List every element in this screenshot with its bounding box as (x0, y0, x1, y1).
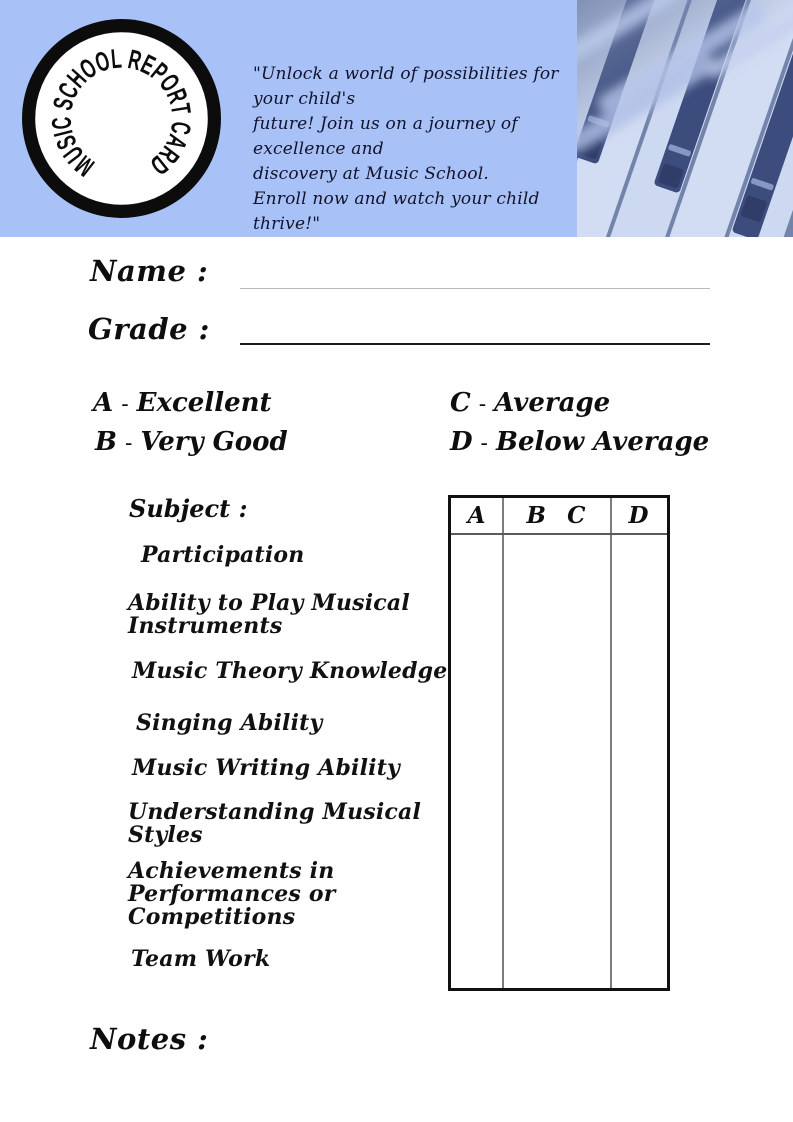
notes-area[interactable] (90, 1065, 710, 1115)
quote-line: future! Join us on a journey of excellence and (253, 114, 518, 159)
banner (0, 0, 793, 237)
grade-key-desc: Very Good (140, 427, 288, 457)
subject-header: Subject : (129, 494, 248, 523)
grade-key-letter: D (450, 427, 473, 457)
grade-key-letter: A (93, 388, 114, 418)
subject-singing: Singing Ability (136, 710, 323, 736)
column-header-b: B (526, 502, 546, 529)
grade-key-letter: B (95, 427, 117, 457)
grade-key-b (95, 427, 288, 457)
grade-key-separator: - (480, 431, 488, 456)
subject-instruments: Ability to Play Musical Instruments (128, 590, 410, 639)
grade-key-a (93, 388, 272, 418)
grade-mark-column-d[interactable] (612, 535, 667, 988)
promo-quote (253, 62, 583, 237)
subject-participation: Participation (141, 542, 305, 568)
grade-key-desc: Average (494, 388, 611, 418)
name-label: Name : (90, 254, 209, 288)
grade-input-line[interactable] (240, 343, 710, 345)
piano-keys-image (577, 0, 793, 237)
grade-mark-column-bc[interactable] (504, 535, 610, 988)
grade-key-separator: - (124, 431, 133, 456)
grade-key-desc: Below Average (495, 427, 710, 457)
grade-label: Grade : (88, 312, 210, 346)
name-input-line[interactable] (240, 288, 710, 289)
column-header-d: D (628, 502, 649, 529)
logo-circular-text: MUSIC SCHOOL REPORT CARD (44, 42, 199, 187)
subject-teamwork: Team Work (131, 946, 271, 972)
grade-key-desc: Excellent (136, 388, 272, 418)
grade-key-separator: - (478, 392, 487, 417)
subject-styles: Understanding Musical Styles (128, 799, 422, 848)
grade-key-letter: C (450, 388, 471, 418)
quote-line: "Unlock a world of possibilities for your child's (253, 64, 559, 109)
quote-line: discovery at Music School. (253, 164, 490, 184)
grade-table (448, 495, 670, 991)
piano-keys-illustration (577, 0, 793, 237)
music-school-logo (20, 17, 223, 220)
grade-table-header (451, 498, 667, 535)
subject-theory: Music Theory Knowledge (132, 658, 448, 684)
subject-writing: Music Writing Ability (132, 755, 401, 781)
notes-label: Notes : (90, 1022, 209, 1056)
logo-badge-icon (20, 17, 223, 220)
subject-achievements: Achievements in Performances or Competitions (128, 858, 336, 930)
quote-line: Enroll now and watch your child thrive!" (253, 189, 540, 234)
column-header-bc (502, 498, 610, 533)
column-header-c: C (567, 502, 586, 529)
column-header-a: A (467, 502, 486, 529)
grade-mark-column-a[interactable] (451, 535, 502, 988)
grade-key-separator: - (121, 392, 129, 417)
grade-key-d (450, 427, 709, 457)
grade-key-c (450, 388, 610, 418)
